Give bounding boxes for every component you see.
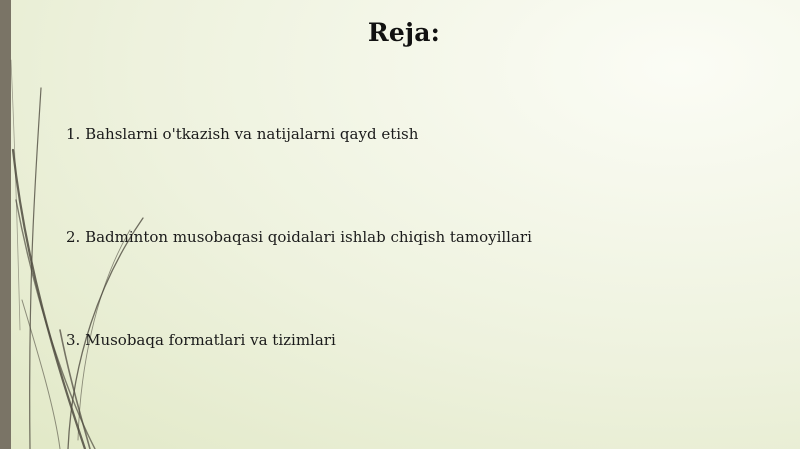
agenda-item-1: 1. Bahslarni o'tkazish va natijalarni qayd etish [66,125,419,143]
grass-stems-decoration [0,0,160,449]
slide-title: Reja: [367,18,441,47]
agenda-item-2: 2. Badminton musobaqasi qoidalari ishlab chiqish tamoyillari [66,228,532,246]
agenda-item-3: 3. Musobaqa formatlari va tizimlari [66,331,336,349]
